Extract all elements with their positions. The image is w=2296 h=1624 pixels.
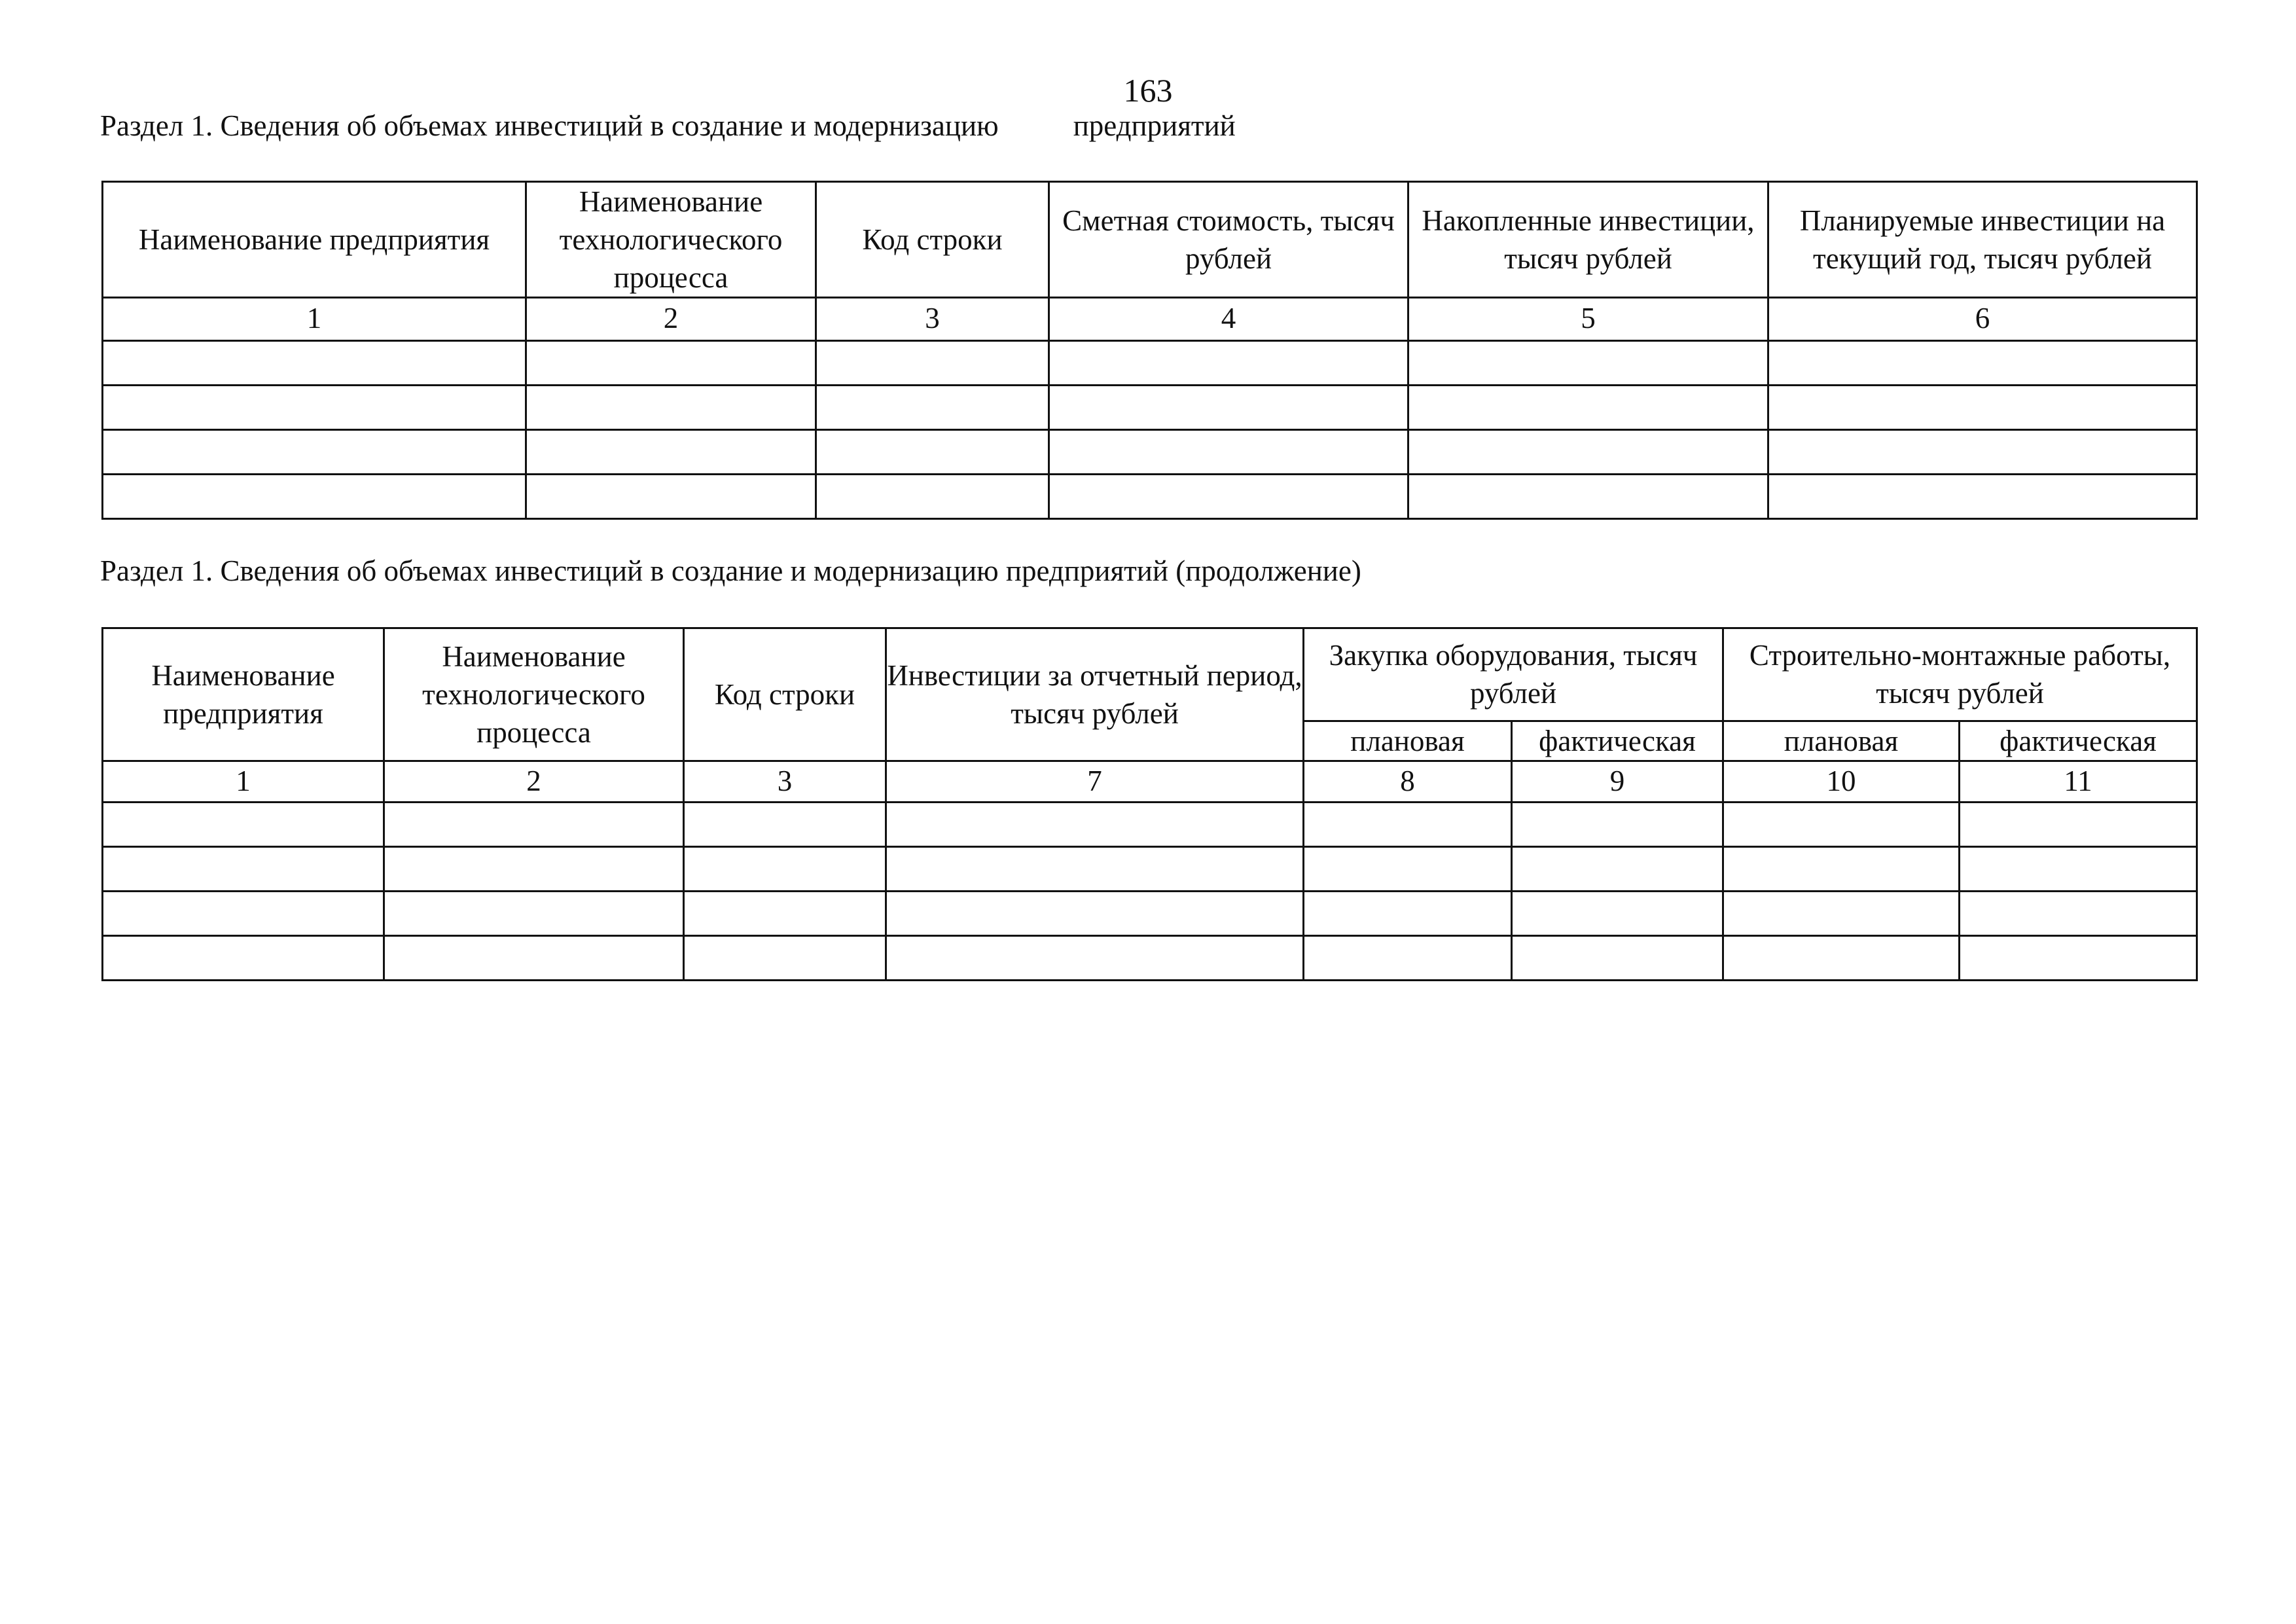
section-1-table — [101, 181, 2198, 520]
table-cell[interactable] — [1408, 475, 1768, 519]
table-cell[interactable] — [1512, 847, 1723, 892]
table-cell[interactable] — [1723, 803, 1960, 847]
table-cell[interactable] — [526, 475, 816, 519]
table-cell[interactable] — [1723, 892, 1960, 936]
table-cell[interactable] — [1768, 386, 2197, 430]
table-cell[interactable] — [526, 386, 816, 430]
table-cell[interactable] — [1304, 892, 1512, 936]
column-number: 8 — [1304, 761, 1512, 803]
table-cell[interactable] — [1768, 475, 2197, 519]
column-number: 11 — [1960, 761, 2197, 803]
header-enterprise-name: Наименование предприятия — [103, 628, 384, 761]
header-estimated-cost: Сметная стоимость, тысяч рублей — [1049, 182, 1408, 298]
table-cell[interactable] — [816, 475, 1049, 519]
subheader-construction-planned: плановая — [1723, 721, 1960, 761]
table-cell[interactable] — [1049, 430, 1408, 475]
table-cell[interactable] — [886, 892, 1304, 936]
table-cell[interactable] — [384, 892, 684, 936]
table-cell[interactable] — [103, 847, 384, 892]
section-1-title-tail: предприятий — [1073, 109, 1236, 142]
table-cell[interactable] — [384, 936, 684, 981]
table-cell[interactable] — [1960, 847, 2197, 892]
column-number-row — [103, 298, 2197, 341]
table-cell[interactable] — [1304, 803, 1512, 847]
table-cell[interactable] — [103, 341, 526, 386]
table-row — [103, 475, 2197, 519]
header-planned-investments: Планируемые инвестиции на текущий год, тысяч рублей — [1768, 182, 2197, 298]
table-cell[interactable] — [1049, 341, 1408, 386]
table-row — [103, 847, 2197, 892]
table-row — [103, 803, 2197, 847]
header-equipment-purchase: Закупка оборудования, тысяч рублей — [1304, 628, 1723, 721]
column-number: 2 — [526, 298, 816, 341]
section-1-title-main: Раздел 1. Сведения об объемах инвестиций в создание и модернизацию — [100, 109, 999, 142]
column-number: 10 — [1723, 761, 1960, 803]
table-cell[interactable] — [886, 847, 1304, 892]
table-cell[interactable] — [1723, 936, 1960, 981]
table-cell[interactable] — [1960, 803, 2197, 847]
page-number: 163 — [1123, 72, 1173, 109]
table-cell[interactable] — [1512, 803, 1723, 847]
column-number: 9 — [1512, 761, 1723, 803]
table-cell[interactable] — [103, 936, 384, 981]
table-cell[interactable] — [526, 341, 816, 386]
section-1-continued-table — [101, 627, 2198, 981]
section-1-title — [100, 107, 1236, 144]
table-cell[interactable] — [1723, 847, 1960, 892]
header-process-name: Наименование технологического процесса — [526, 182, 816, 298]
header-reporting-period-investments: Инвестиции за отчетный период, тысяч рублей — [886, 628, 1304, 761]
table-cell[interactable] — [816, 430, 1049, 475]
table-cell[interactable] — [1960, 892, 2197, 936]
table-cell[interactable] — [103, 892, 384, 936]
header-process-name: Наименование технологического процесса — [384, 628, 684, 761]
header-row — [103, 628, 2197, 721]
subheader-construction-actual: фактическая — [1960, 721, 2197, 761]
column-number: 2 — [384, 761, 684, 803]
table-cell[interactable] — [526, 430, 816, 475]
table-row — [103, 386, 2197, 430]
header-row — [103, 182, 2197, 298]
table-cell[interactable] — [103, 430, 526, 475]
table-cell[interactable] — [684, 803, 886, 847]
table-cell[interactable] — [103, 803, 384, 847]
table-cell[interactable] — [1408, 341, 1768, 386]
table-row — [103, 430, 2197, 475]
table-cell[interactable] — [103, 386, 526, 430]
subheader-equipment-actual: фактическая — [1512, 721, 1723, 761]
column-number: 7 — [886, 761, 1304, 803]
header-row-code: Код строки — [816, 182, 1049, 298]
subheader-equipment-planned: плановая — [1304, 721, 1512, 761]
table-row — [103, 936, 2197, 981]
table-row — [103, 341, 2197, 386]
table-cell[interactable] — [1768, 430, 2197, 475]
table-cell[interactable] — [384, 847, 684, 892]
column-number: 6 — [1768, 298, 2197, 341]
section-1-continued-title: Раздел 1. Сведения об объемах инвестиций в создание и модернизацию предприятий (продолжение) — [100, 554, 1361, 587]
table-cell[interactable] — [1408, 430, 1768, 475]
table-cell[interactable] — [1049, 475, 1408, 519]
table-cell[interactable] — [103, 475, 526, 519]
table-cell[interactable] — [816, 341, 1049, 386]
table-row — [103, 892, 2197, 936]
table-cell[interactable] — [1304, 936, 1512, 981]
column-number: 3 — [816, 298, 1049, 341]
column-number: 4 — [1049, 298, 1408, 341]
table-cell[interactable] — [384, 803, 684, 847]
table-cell[interactable] — [684, 892, 886, 936]
column-number: 1 — [103, 298, 526, 341]
table-cell[interactable] — [1512, 892, 1723, 936]
header-accumulated-investments: Накопленные инвестиции, тысяч рублей — [1408, 182, 1768, 298]
table-cell[interactable] — [1049, 386, 1408, 430]
table-cell[interactable] — [1304, 847, 1512, 892]
header-construction-works: Строительно-монтажные работы, тысяч рублей — [1723, 628, 2197, 721]
table-cell[interactable] — [1960, 936, 2197, 981]
header-row-code: Код строки — [684, 628, 886, 761]
table-cell[interactable] — [886, 936, 1304, 981]
column-number-row — [103, 761, 2197, 803]
table-cell[interactable] — [684, 936, 886, 981]
table-cell[interactable] — [684, 847, 886, 892]
header-enterprise-name: Наименование предприятия — [103, 182, 526, 298]
column-number: 3 — [684, 761, 886, 803]
column-number: 1 — [103, 761, 384, 803]
table-cell[interactable] — [1512, 936, 1723, 981]
table-cell[interactable] — [816, 386, 1049, 430]
table-cell[interactable] — [886, 803, 1304, 847]
table-cell[interactable] — [1408, 386, 1768, 430]
table-cell[interactable] — [1768, 341, 2197, 386]
column-number: 5 — [1408, 298, 1768, 341]
